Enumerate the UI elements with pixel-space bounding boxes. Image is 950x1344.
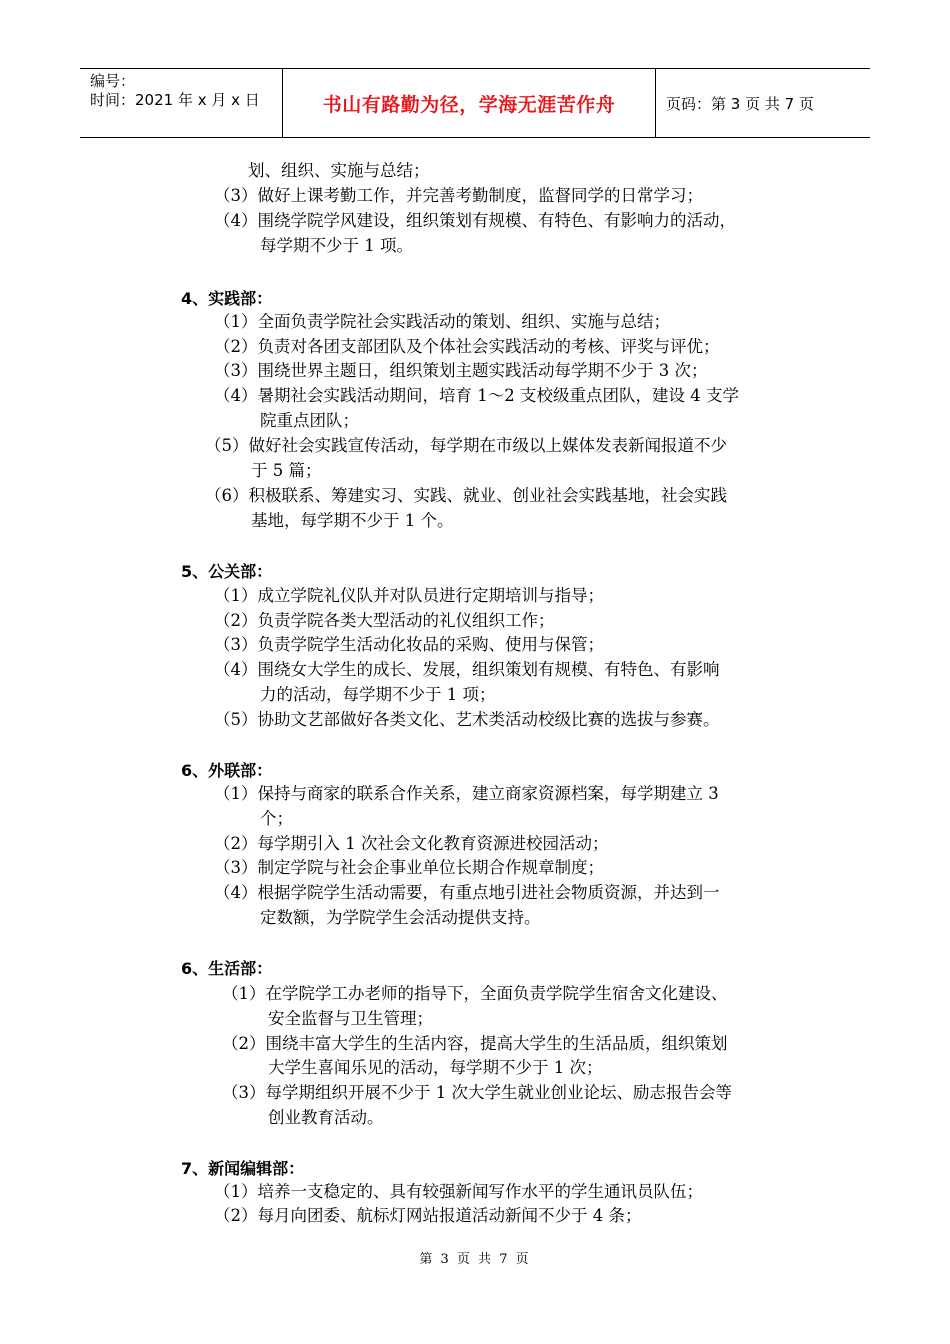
text-line: 创业教育活动。	[268, 1108, 384, 1127]
header-meta	[80, 69, 283, 137]
text-line: （2）每学期引入 1 次社会文化教育资源进校园活动；	[214, 834, 609, 853]
text-line: （3）围绕世界主题日，组织策划主题实践活动每学期不少于 3 次；	[214, 361, 708, 380]
text-line: （3）每学期组织开展不少于 1 次大学生就业创业论坛、励志报告会等	[222, 1083, 732, 1102]
text-line: （4）暑期社会实践活动期间，培育 1～2 支校级重点团队，建设 4 支学	[214, 386, 739, 405]
text-line: （3）制定学院与社会企事业单位长期合作规章制度；	[214, 858, 604, 877]
page-header	[80, 68, 870, 138]
page-footer: 第 3 页 共 7 页	[419, 1252, 531, 1267]
text-line: （1）成立学院礼仪队并对队员进行定期培训与指导；	[214, 586, 604, 605]
text-line: （1）保持与商家的联系合作关系，建立商家资源档案，每学期建立 3	[214, 784, 719, 803]
text-line: （2）负责对各团支部团队及个体社会实践活动的考核、评奖与评优；	[214, 337, 720, 356]
text-line: （6）积极联系、筹建实习、实践、就业、创业社会实践基地，社会实践	[205, 486, 727, 505]
section-heading: 5、公关部：	[181, 562, 273, 581]
section-heading: 7、新闻编辑部：	[181, 1159, 305, 1178]
text-line: （2）围绕丰富大学生的生活内容，提高大学生的生活品质，组织策划	[222, 1034, 728, 1053]
document-date: 时间：2021 年 x 月 x 日	[90, 91, 260, 109]
text-line: （4）围绕女大学生的成长、发展，组织策划有规模、有特色、有影响	[214, 660, 720, 679]
text-line: 每学期不少于 1 项。	[260, 236, 413, 255]
text-line: （3）做好上课考勤工作，并完善考勤制度，监督同学的日常学习；	[214, 186, 703, 205]
text-line: （4）根据学院学生活动需要，有重点地引进社会物质资源，并达到一	[214, 883, 720, 902]
header-page-info: 页码：第 3 页 共 7 页	[666, 94, 814, 113]
text-line: 基地，每学期不少于 1 个。	[251, 511, 454, 530]
text-line: 院重点团队；	[260, 411, 359, 430]
text-line: （5）做好社会实践宣传活动，每学期在市级以上媒体发表新闻报道不少	[205, 436, 727, 455]
section-heading: 6、外联部：	[181, 761, 273, 780]
text-line: （5）协助文艺部做好各类文化、艺术类活动校级比赛的选拔与参赛。	[214, 710, 720, 729]
text-line: （3）负责学院学生活动化妆品的采购、使用与保管；	[214, 635, 604, 654]
text-line: 力的活动，每学期不少于 1 项；	[260, 685, 496, 704]
text-line: 于 5 篇；	[251, 461, 322, 480]
header-motto: 书山有路勤为径，学海无涯苦作舟	[283, 69, 656, 137]
text-line: （2）负责学院各类大型活动的礼仪组织工作；	[214, 611, 555, 630]
text-line: （1）在学院学工办老师的指导下，全面负责学院学生宿舍文化建设、	[222, 984, 728, 1003]
text-line: 定数额，为学院学生会活动提供支持。	[260, 908, 541, 927]
text-line: 划、组织、实施与总结；	[248, 161, 430, 180]
section-heading: 6、生活部：	[181, 959, 273, 978]
text-line: （2）每月向团委、航标灯网站报道活动新闻不少于 4 条；	[214, 1206, 642, 1225]
text-line: 个；	[260, 809, 293, 828]
text-line: （4）围绕学院学风建设，组织策划有规模、有特色、有影响力的活动，	[214, 211, 736, 230]
text-line: （1）培养一支稳定的、具有较强新闻写作水平的学生通讯员队伍；	[214, 1182, 703, 1201]
section-heading: 4、实践部：	[181, 289, 273, 308]
document-number: 编号：	[90, 72, 136, 90]
text-line: 安全监督与卫生管理；	[268, 1009, 433, 1028]
text-line: （1）全面负责学院社会实践活动的策划、组织、实施与总结；	[214, 312, 670, 331]
text-line: 大学生喜闻乐见的活动，每学期不少于 1 次；	[268, 1058, 603, 1077]
